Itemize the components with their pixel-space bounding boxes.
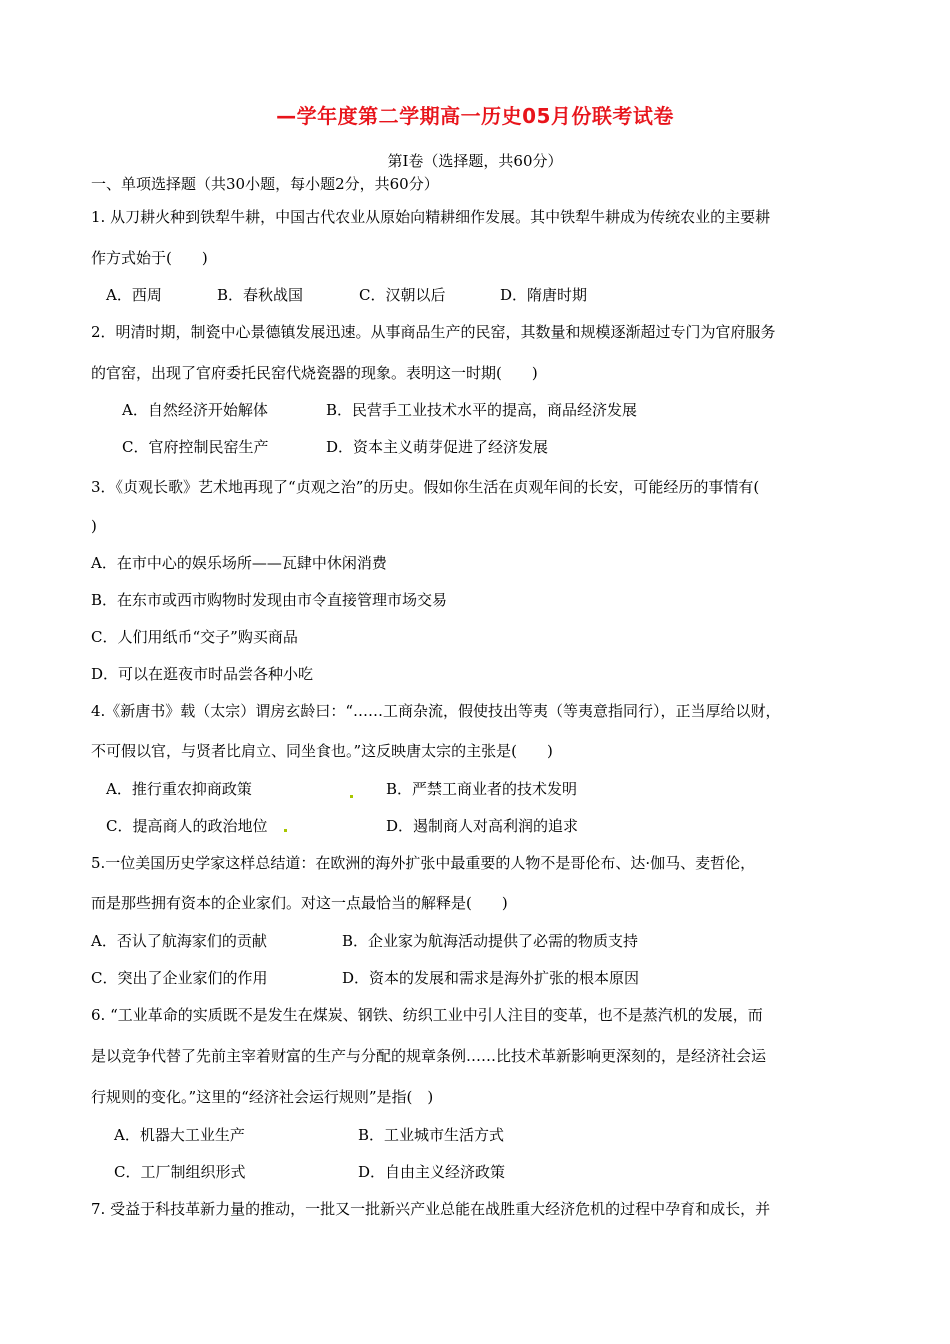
- q6-stem-line-2: 是以竞争代替了先前主宰着财富的生产与分配的规章条例……比技术革新影响更深刻的，是经济社会运: [91, 1047, 767, 1065]
- q2-option-c: C．官府控制民窑生产: [122, 438, 269, 456]
- q3-option-a: A．在市中心的娱乐场所——瓦肆中休闲消费: [91, 554, 387, 572]
- q1-option-d: D．隋唐时期: [500, 286, 588, 304]
- q2-stem-line-2: 的官窑，出现了官府委托民窑代烧瓷器的现象。表明这一时期( ): [91, 364, 538, 382]
- q5-option-c: C．突出了企业家们的作用: [91, 969, 268, 987]
- q4-option-b: B．严禁工商业者的技术发明: [386, 780, 578, 798]
- q1-option-b: B．春秋战国: [217, 286, 304, 304]
- q3-stem-line-1: 3．《贞观长歌》艺术地再现了“贞观之治”的历史。假如你生活在贞观年间的长安，可能经历的事情有(: [91, 478, 760, 496]
- q5-stem-line-2: 而是那些拥有资本的企业家们。对这一点最恰当的解释是( ): [91, 894, 508, 912]
- q2-option-b: B．民营手工业技术水平的提高，商品经济发展: [326, 401, 638, 419]
- q1-option-c: C．汉朝以后: [359, 286, 446, 304]
- q3-option-d: D．可以在逛夜市时品尝各种小吃: [91, 665, 314, 683]
- q1-stem-line-1: 1. 从刀耕火种到铁犁牛耕，中国古代农业从原始向精耕细作发展。其中铁犁牛耕成为传统农业的主要耕: [91, 208, 771, 226]
- stray-dot-mark: [350, 795, 353, 798]
- q1-stem-line-2: 作方式始于( ): [91, 249, 208, 267]
- q4-option-c: C．提高商人的政治地位: [106, 817, 268, 835]
- part-title: 第Ⅰ卷（选择题，共60分）: [387, 152, 563, 170]
- q6-stem-line-1: 6. “工业革命的实质既不是发生在煤炭、钢铁、纺织工业中引人注目的变革，也不是蒸汽机的发展，而: [91, 1006, 763, 1024]
- q2-stem-line-1: 2．明清时期，制瓷中心景德镇发展迅速。从事商品生产的民窑，其数量和规模逐渐超过专门为官府服务: [91, 323, 776, 341]
- q5-stem-line-1: 5.一位美国历史学家这样总结道：在欧洲的海外扩张中最重要的人物不是哥伦布、达·伽马、麦哲伦，: [91, 854, 756, 872]
- q6-stem-line-3: 行规则的变化。”这里的“经济社会运行规则”是指( ): [91, 1088, 434, 1106]
- stray-dot-mark: [284, 829, 287, 832]
- q6-option-a: A．机器大工业生产: [114, 1126, 245, 1144]
- q4-option-a: A．推行重农抑商政策: [106, 780, 252, 798]
- q6-option-d: D．自由主义经济政策: [358, 1163, 506, 1181]
- exam-title: —学年度第二学期高一历史05月份联考试卷: [276, 104, 674, 128]
- q5-option-d: D．资本的发展和需求是海外扩张的根本原因: [342, 969, 640, 987]
- q3-stem-line-2: ): [91, 517, 97, 535]
- q6-option-b: B．工业城市生活方式: [358, 1126, 505, 1144]
- q2-option-d: D．资本主义萌芽促进了经济发展: [326, 438, 549, 456]
- q3-option-b: B．在东市或西市购物时发现由市令直接管理市场交易: [91, 591, 448, 609]
- q4-option-d: D．遏制商人对高利润的追求: [386, 817, 579, 835]
- q5-option-a: A．否认了航海家们的贡献: [91, 932, 267, 950]
- section-heading: 一、单项选择题（共30小题，每小题2分，共60分）: [91, 175, 439, 193]
- q4-stem-line-2: 不可假以官，与贤者比肩立、同坐食也。”这反映唐太宗的主张是( ): [91, 742, 553, 760]
- q7-stem-line-1: 7. 受益于科技革新力量的推动，一批又一批新兴产业总能在战胜重大经济危机的过程中孕育和成长，并: [91, 1200, 771, 1218]
- q3-option-c: C．人们用纸币“交子”购买商品: [91, 628, 298, 646]
- q1-option-a: A．西周: [106, 286, 162, 304]
- q4-stem-line-1: 4.《新唐书》载（太宗）谓房玄龄曰：“……工商杂流，假使技出等夷（等夷意指同行），正当厚给以财，: [91, 702, 781, 720]
- q2-option-a: A．自然经济开始解体: [122, 401, 268, 419]
- q5-option-b: B．企业家为航海活动提供了必需的物质支持: [342, 932, 639, 950]
- q6-option-c: C．工厂制组织形式: [114, 1163, 246, 1181]
